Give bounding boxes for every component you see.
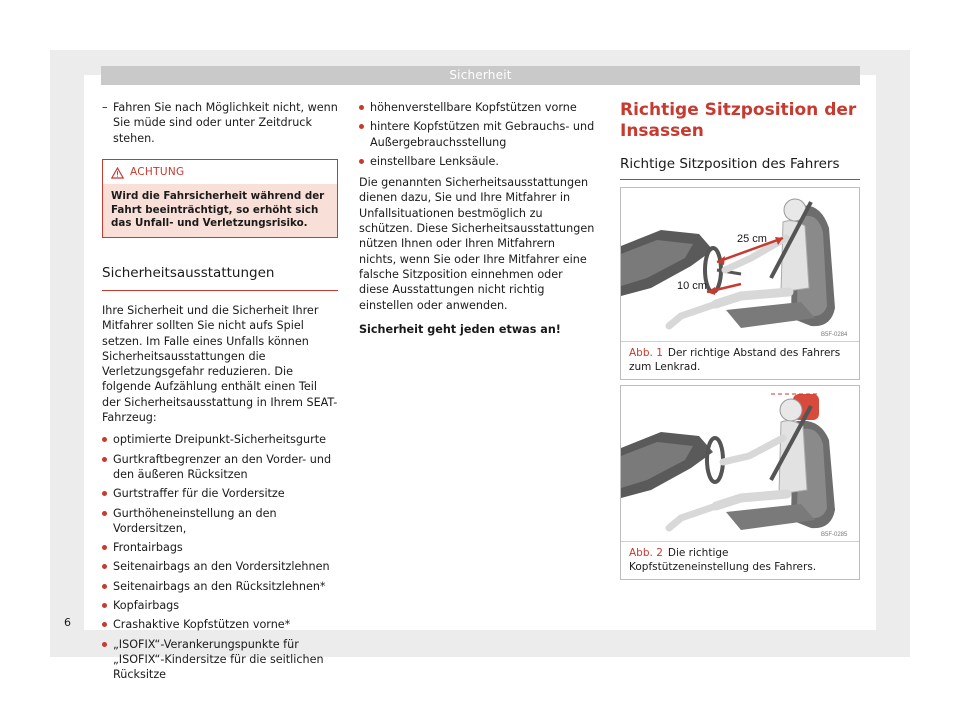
list-item-text: Seitenairbags an den Rücksitzlehnen*: [113, 579, 326, 593]
intro-paragraph: Ihre Sicherheit und die Sicherheit Ihrer Mitfahrer sollten Sie nicht aufs Spiel setzen. Im Falle eines Unfalls können Sicherheitsausstattungen die Verletzungsgefahr reduzieren. Die folgende Aufzählung enthält einen Teil der Sicherheitsausstattung in Ihrem SEAT-Fahrzeug:: [102, 303, 338, 425]
list-item-text: hintere Kopfstützen mit Gebrauchs- und Außergebrauchsstellung: [370, 120, 595, 149]
figure-code: B5F-0284: [821, 332, 848, 338]
warning-label: ACHTUNG: [130, 165, 185, 178]
list-item-text: einstellbare Lenksäule.: [370, 154, 499, 168]
bullet-dot-icon: [102, 457, 107, 462]
dash-item-text: Fahren Sie nach Möglichkeit nicht, wenn Sie müde sind oder unter Zeitdruck stehen.: [113, 101, 338, 145]
emphasis-line: Sicherheit geht jeden etwas an!: [359, 322, 561, 336]
figure-caption-text: Der richtige Abstand des Fahrers zum Lenkrad.: [629, 347, 841, 373]
list-item-text: Crashaktive Kopfstützen vorne*: [113, 618, 291, 632]
list-item: [102, 540, 338, 555]
figure-caption: [621, 541, 859, 579]
list-item: [359, 119, 595, 150]
bullet-dot-icon: [102, 545, 107, 550]
list-item: [102, 486, 338, 501]
bullet-dot-icon: [359, 159, 364, 164]
dash-marker: –: [102, 101, 108, 114]
measure-label-10cm: 10 cm: [677, 280, 707, 292]
list-item: [102, 617, 338, 632]
column-middle: [359, 100, 595, 337]
warning-header: [103, 160, 337, 184]
list-item-text: Frontairbags: [113, 541, 183, 555]
list-item: [102, 432, 338, 447]
figure-label: Abb. 1: [629, 347, 663, 359]
bullet-dot-icon: [102, 437, 107, 442]
figure-label: Abb. 2: [629, 547, 663, 559]
measure-label-25cm: 25 cm: [737, 233, 767, 245]
figure-code: B5F-0285: [821, 532, 848, 538]
list-item-text: optimierte Dreipunkt-Sicherheitsgurte: [113, 433, 326, 447]
bullet-dot-icon: [359, 124, 364, 129]
bullet-list: [359, 100, 595, 169]
bullet-dot-icon: [102, 603, 107, 608]
warning-triangle-icon: [111, 167, 124, 179]
list-item-text: Kopfairbags: [113, 599, 180, 613]
warning-text: Wird die Fahrsicherheit während der Fahrt beeinträchtigt, so erhöht sich das Unfall- und Verletzungsrisiko.: [103, 184, 337, 237]
figure-2: [620, 385, 860, 580]
list-item: [102, 559, 338, 574]
column-left: [102, 100, 338, 687]
page-header: Sicherheit: [101, 66, 860, 85]
bullet-dot-icon: [102, 642, 107, 647]
bullet-dot-icon: [102, 491, 107, 496]
figure-caption-text: Die richtige Kopfstützeneinstellung des Fahrers.: [629, 547, 817, 573]
bullet-dot-icon: [359, 105, 364, 110]
bullet-list: [102, 432, 338, 682]
warning-box: [102, 159, 338, 238]
bullet-dot-icon: [102, 584, 107, 589]
dash-list-item: [102, 100, 338, 146]
bullet-dot-icon: [102, 564, 107, 569]
list-item: [102, 579, 338, 594]
body-paragraph: Die genannten Sicherheitsausstattungen dienen dazu, Sie und Ihre Mitfahrer in Unfallsituationen bestmöglich zu schützen. Diese Sicherheitsausstattungen nützen Ihnen oder Ihren Mitfahrern nichts, wenn Sie oder Ihre Mitfahrer eine falsche Sitzposition einnehmen oder diese Ausstattungen nicht richtig einstellen oder anwenden.: [359, 176, 595, 312]
bullet-dot-icon: [102, 511, 107, 516]
list-item: [102, 506, 338, 537]
chapter-heading: Richtige Sitzposition der Insassen: [620, 100, 857, 141]
list-item-text: Gurthöheneinstellung an den Vordersitzen,: [113, 506, 277, 535]
list-item: [102, 637, 338, 683]
bullet-dot-icon: [102, 622, 107, 627]
page-number: 6: [64, 616, 71, 629]
figure-caption: [621, 341, 859, 379]
list-item-text: Gurtstraffer für die Vordersitze: [113, 487, 285, 501]
list-item-text: höhenverstellbare Kopfstützen vorne: [370, 101, 577, 114]
sub-heading: Richtige Sitzposition des Fahrers: [620, 155, 860, 180]
list-item: [359, 100, 595, 115]
driver-distance-illustration: [621, 188, 859, 341]
column-right: [620, 100, 860, 180]
list-item-text: „ISOFIX“-Verankerungspunkte für „ISOFIX“-Kindersitze für die seitlichen Rücksitze: [113, 637, 324, 682]
list-item: [359, 154, 595, 169]
headrest-illustration: [621, 386, 859, 541]
list-item: [102, 452, 338, 483]
list-item: [102, 598, 338, 613]
figure-1: [620, 187, 860, 380]
list-item-text: Gurtkraftbegrenzer an den Vorder- und den äußeren Rücksitzen: [113, 452, 332, 481]
list-item-text: Seitenairbags an den Vordersitzlehnen: [113, 560, 330, 574]
section-title: Sicherheitsausstattungen: [102, 264, 338, 291]
